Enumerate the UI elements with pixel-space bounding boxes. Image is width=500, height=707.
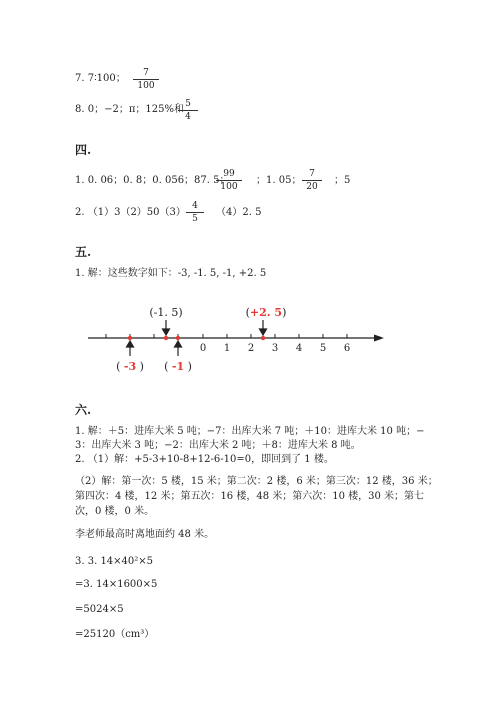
answer-4-1-part-a: 1. 0. 06；0. 8；0. 056；87. 5； [75, 175, 230, 186]
fraction-denominator: 20 [306, 182, 318, 192]
answer-6-line-11: =25120（cm³） [75, 629, 155, 640]
fraction-5-4 [178, 99, 198, 122]
fraction-denominator: 5 [192, 214, 198, 224]
tick-label-3: 3 [271, 343, 279, 354]
answer-5-1: 1. 解：这些数字如下：-3, -1. 5, -1, +2. 5 [75, 268, 267, 279]
point-plus-2-5 [261, 336, 265, 340]
label-minus-1-5: (-1. 5) [149, 306, 183, 319]
fraction-denominator: 4 [185, 112, 191, 122]
label-plus-2-5: (+2. 5) [245, 306, 287, 319]
arrow-up-icon [175, 341, 182, 347]
tick-label-6: 6 [343, 343, 351, 354]
answer-6-line-1: 1. 解：＋5：进库大米 5 吨；−7：出库大米 7 吨；＋10：进库大米 10 吨；− [75, 426, 425, 437]
fraction-numerator: 5 [178, 99, 198, 111]
point-minus-1 [176, 336, 180, 340]
fraction-4-5 [186, 201, 204, 224]
fraction-denominator: 100 [220, 182, 238, 192]
point-minus-1-5 [164, 336, 168, 340]
answer-8: 8. 0；−2；π；125%和 [75, 104, 184, 115]
fraction-denominator: 100 [137, 81, 155, 91]
answer-6-line-8: 3. 3. 14×40²×5 [75, 556, 154, 567]
fraction-99-100 [216, 169, 242, 192]
tick-label-4: 4 [295, 343, 303, 354]
fraction-numerator: 99 [216, 169, 242, 181]
label-minus-1-value: -1 [171, 360, 185, 373]
answer-6-line-6: 次，0 楼，0 米。 [75, 506, 155, 517]
label-minus-3-value: -3 [123, 360, 137, 373]
answer-6-line-4: （2）解：第一次：5 楼，15 米；第二次：2 楼，6 米；第三次：12 楼，36 米； [75, 476, 438, 487]
tick-label-0: 0 [199, 343, 207, 354]
fraction-numerator: 7 [133, 68, 159, 80]
number-line-figure [0, 300, 500, 390]
label-minus-3: ( -3 ) [116, 360, 144, 373]
fraction-numerator: 4 [186, 201, 204, 213]
answer-4-2-part-a: 2. （1）3（2）50（3） [75, 207, 186, 218]
answer-6-line-2: 3：出库大米 3 吨；−2：出库大米 2 吨；＋8：进库大米 8 吨。 [75, 440, 361, 451]
label-minus-1: ( -1 ) [164, 360, 192, 373]
answer-4-2-part-b: （4）2. 5 [216, 207, 262, 218]
tick-label-1: 1 [223, 343, 231, 354]
answer-6-line-9: =3. 14×1600×5 [75, 579, 158, 590]
arrow-down-icon [163, 329, 170, 335]
answer-7: 7. 7∶100； [75, 73, 126, 84]
arrow-up-icon [127, 341, 134, 347]
fraction-numerator: 7 [302, 169, 322, 181]
arrow-down-icon [260, 329, 267, 335]
section-title-6: 六. [75, 403, 92, 417]
answer-6-line-10: =5024×5 [75, 604, 124, 615]
answer-6-line-3: 2. （1）解：+5-3+10-8+12-6-10=0，即回到了 1 楼。 [75, 454, 334, 465]
section-title-4: 四. [75, 143, 92, 157]
fraction-7-100 [133, 68, 159, 91]
point-minus-3 [128, 336, 132, 340]
section-title-5: 五. [75, 245, 92, 259]
answer-6-line-5: 第四次：4 楼，12 米；第五次：16 楼，48 米；第六次：10 楼，30 米；第七 [75, 491, 425, 502]
tick-label-5: 5 [319, 343, 327, 354]
number-line-arrowhead [374, 335, 384, 342]
answer-6-line-7: 李老师最高时离地面约 48 米。 [75, 529, 215, 540]
answer-4-1-part-b: ；1. 05； [256, 175, 302, 186]
tick-label-2: 2 [247, 343, 255, 354]
fraction-7-20 [302, 169, 322, 192]
answer-4-1-part-c: ；5 [334, 175, 351, 186]
